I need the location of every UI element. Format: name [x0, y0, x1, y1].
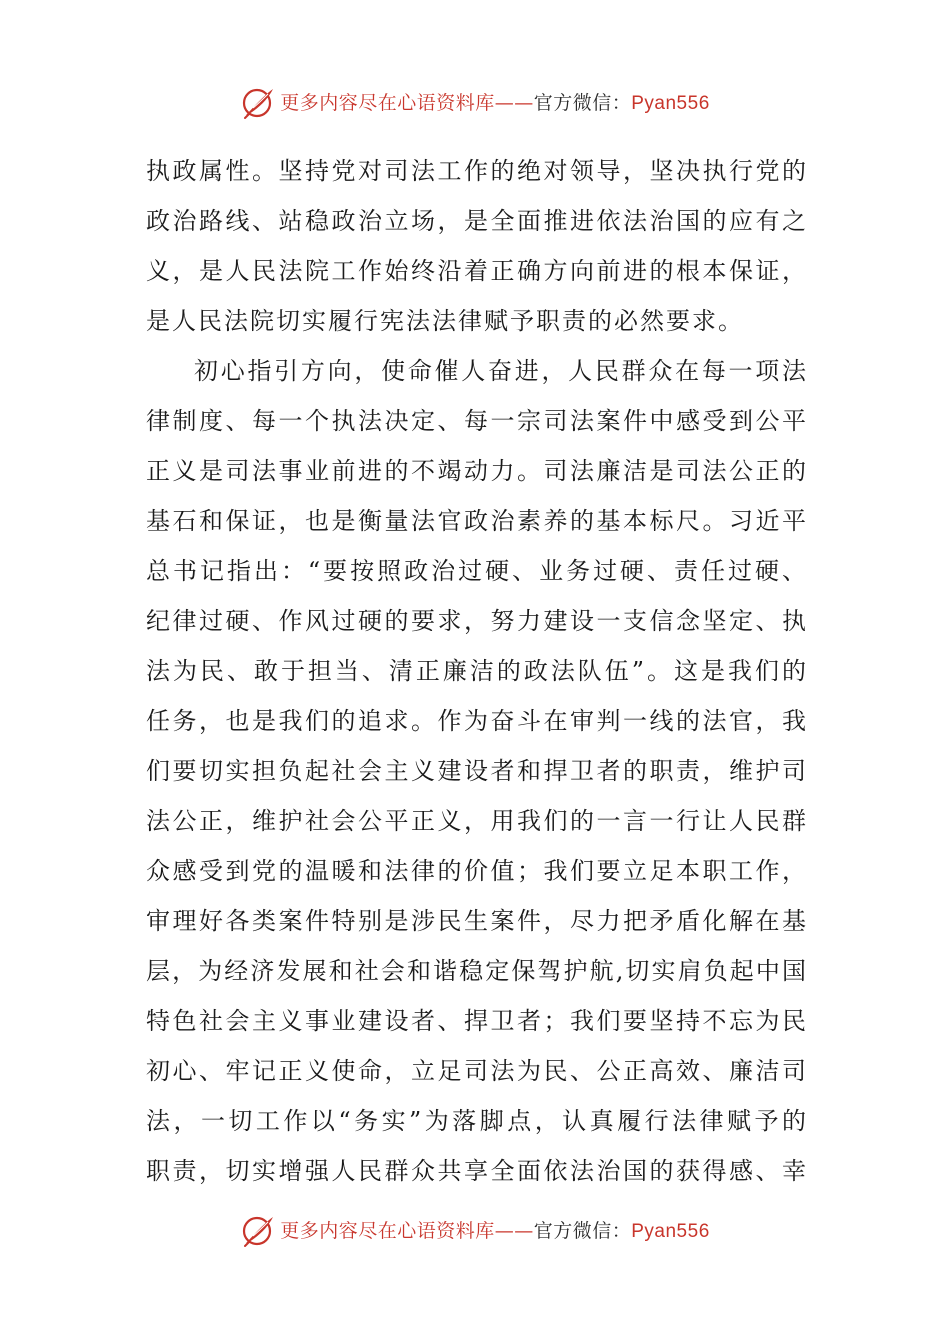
header-banner: [0, 83, 950, 123]
text-line: 初心、牢记正义使命，立足司法为民、公正高效、廉洁司: [146, 1057, 806, 1085]
text-line: 任务，也是我们的追求。作为奋斗在审判一线的法官，我: [146, 707, 806, 735]
text-line: 职责，切实增强人民群众共享全面依法治国的获得感、幸: [146, 1157, 806, 1185]
text-line: 众感受到党的温暖和法律的价值；我们要立足本职工作，: [146, 857, 806, 885]
banner-official-label: 官方微信：: [533, 91, 632, 114]
text-line: 特色社会主义事业建设者、捍卫者；我们要坚持不忘为民: [146, 1007, 806, 1035]
text-line: 法为民、敢于担当、清正廉洁的政法队伍”。这是我们的: [146, 657, 806, 685]
banner-brand: 更多内容尽在心语资料库: [280, 91, 495, 114]
text-line: 法公正，维护社会公平正义，用我们的一言一行让人民群: [146, 807, 806, 835]
footer-banner-text: [280, 1219, 710, 1242]
text-line: 们要切实担负起社会主义建设者和捍卫者的职责，维护司: [146, 757, 806, 785]
banner-official-label: 官方微信：: [533, 1219, 632, 1242]
quill-pen-logo-icon: [240, 1213, 276, 1249]
text-line: 基石和保证，也是衡量法官政治素养的基本标尺。习近平: [146, 507, 806, 535]
text-line: 正义是司法事业前进的不竭动力。司法廉洁是司法公正的: [146, 457, 806, 485]
text-line: 纪律过硬、作风过硬的要求，努力建设一支信念坚定、执: [146, 607, 806, 635]
text-line: 法，一切工作以“务实”为落脚点，认真履行法律赋予的: [146, 1107, 806, 1135]
banner-wechat-id: Pyan556: [631, 1220, 710, 1242]
text-line: 政治路线、站稳政治立场，是全面推进依法治国的应有之: [146, 207, 806, 235]
banner-brand: 更多内容尽在心语资料库: [280, 1219, 495, 1242]
text-line: 是人民法院切实履行宪法法律赋予职责的必然要求。: [146, 307, 744, 335]
banner-separator: ——: [494, 1219, 534, 1242]
text-line: 义，是人民法院工作始终沿着正确方向前进的根本保证，: [146, 257, 806, 285]
text-line: 审理好各类案件特别是涉民生案件，尽力把矛盾化解在基: [146, 907, 806, 935]
document-body: [146, 146, 806, 1196]
text-line: 执政属性。坚持党对司法工作的绝对领导，坚决执行党的: [146, 157, 806, 185]
paragraph-first-line: 初心指引方向，使命催人奋进，人民群众在每一项法: [194, 357, 806, 385]
text-line: 总书记指出：“要按照政治过硬、业务过硬、责任过硬、: [146, 557, 806, 585]
text-line: 层，为经济发展和社会和谐稳定保驾护航,切实肩负起中国: [146, 957, 806, 985]
header-banner-text: [280, 91, 710, 114]
banner-wechat-id: Pyan556: [631, 92, 710, 114]
banner-separator: ——: [494, 91, 534, 114]
quill-pen-logo-icon: [240, 85, 276, 121]
footer-banner: [0, 1211, 950, 1251]
text-line: 律制度、每一个执法决定、每一宗司法案件中感受到公平: [146, 407, 806, 435]
